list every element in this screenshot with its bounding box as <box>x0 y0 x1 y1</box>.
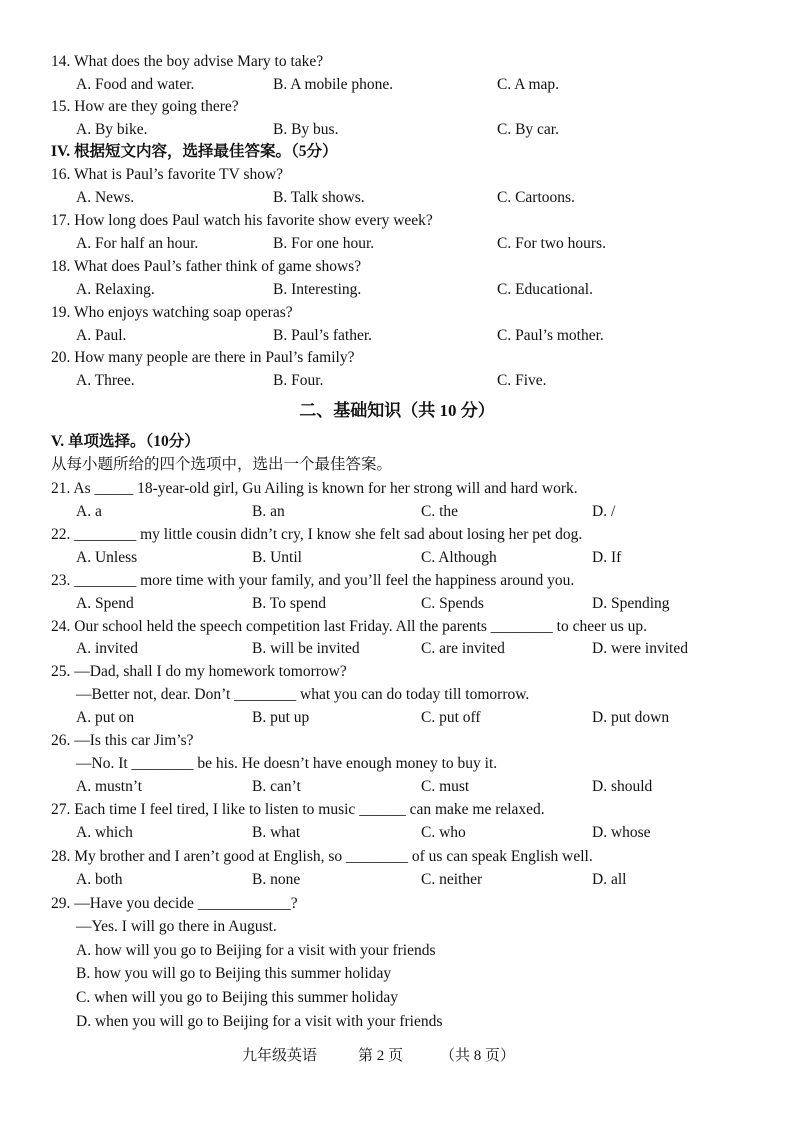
question-line2: —No. It ________ be his. He doesn’t have enough money to buy it. <box>76 755 498 772</box>
option-d: D. Spending <box>592 595 670 612</box>
option-d: D. put down <box>592 709 670 726</box>
options-18 <box>0 279 794 301</box>
option-b: B. Until <box>252 549 302 566</box>
option-a: A. For half an hour. <box>76 235 199 252</box>
option-a: A. mustn’t <box>76 778 143 795</box>
option-c: C. Although <box>421 549 497 566</box>
question-stem: 17. How long does Paul watch his favorite show every week? <box>51 212 433 229</box>
option-c: C. By car. <box>497 121 559 138</box>
option-c: C. A map. <box>497 76 560 93</box>
question-15 <box>0 96 794 118</box>
option-a: A. Relaxing. <box>76 281 155 298</box>
section-4-heading: IV. 根据短文内容，选择最佳答案。（5分） <box>51 143 338 160</box>
footer-total-pages: （共 8 页） <box>440 1048 516 1064</box>
option-b: B. A mobile phone. <box>273 76 394 93</box>
option-a: A. which <box>76 824 133 841</box>
option-b: B. By bus. <box>273 121 339 138</box>
option-29-d <box>0 1011 794 1033</box>
option-b: B. an <box>252 503 285 520</box>
option-a: A. invited <box>76 640 138 657</box>
question-18 <box>0 256 794 278</box>
option-29-b <box>0 963 794 985</box>
options-23 <box>0 593 794 615</box>
question-26-reply <box>0 753 794 775</box>
option-b: B. Talk shows. <box>273 189 365 206</box>
options-27 <box>0 822 794 844</box>
question-stem: 20. How many people are there in Paul’s family? <box>51 349 355 366</box>
question-stem: 19. Who enjoys watching soap operas? <box>51 304 293 321</box>
option-a: A. both <box>76 871 123 888</box>
options-21 <box>0 501 794 523</box>
question-19 <box>0 302 794 324</box>
question-stem: 14. What does the boy advise Mary to take? <box>51 53 324 70</box>
option-d: D. all <box>592 871 627 888</box>
section-5-instructions: 从每小题所给的四个选项中，选出一个最佳答案。 <box>51 456 393 473</box>
option-29-a <box>0 940 794 962</box>
option-a: A. Unless <box>76 549 138 566</box>
options-14 <box>0 74 794 96</box>
question-14 <box>0 51 794 73</box>
option-b: B. will be invited <box>252 640 360 657</box>
options-19 <box>0 325 794 347</box>
option-c: C. the <box>421 503 459 520</box>
question-stem: 26. —Is this car Jim’s? <box>51 732 194 749</box>
question-29 <box>0 893 794 915</box>
question-27 <box>0 799 794 821</box>
option-d: D. when you will go to Beijing for a visit with your friends <box>76 1013 443 1030</box>
question-26 <box>0 730 794 752</box>
question-22 <box>0 524 794 546</box>
option-c: C. Five. <box>497 372 547 389</box>
options-25 <box>0 707 794 729</box>
option-d: D. whose <box>592 824 651 841</box>
option-c: C. Paul’s mother. <box>497 327 604 344</box>
option-a: A. Spend <box>76 595 134 612</box>
options-20 <box>0 370 794 392</box>
option-b: B. To spend <box>252 595 326 612</box>
question-17 <box>0 210 794 232</box>
option-a: A. Paul. <box>76 327 127 344</box>
option-c: C. when will you go to Beijing this summer holiday <box>76 989 399 1006</box>
section-5-heading: V. 单项选择。（10分） <box>51 433 200 450</box>
options-24 <box>0 638 794 660</box>
question-stem: 18. What does Paul’s father think of game shows? <box>51 258 362 275</box>
option-b: B. what <box>252 824 301 841</box>
question-stem: 24. Our school held the speech competition last Friday. All the parents ________ to cheer us up. <box>51 618 648 635</box>
options-16 <box>0 187 794 209</box>
option-d: D. should <box>592 778 653 795</box>
question-25 <box>0 661 794 683</box>
option-a: A. put on <box>76 709 135 726</box>
option-a: A. Three. <box>76 372 135 389</box>
option-d: D. If <box>592 549 622 566</box>
question-28 <box>0 846 794 868</box>
option-c: C. Educational. <box>497 281 593 298</box>
options-22 <box>0 547 794 569</box>
question-stem: 22. ________ my little cousin didn’t cry, I know she felt sad about losing her pet dog. <box>51 526 583 543</box>
option-b: B. Four. <box>273 372 324 389</box>
options-28 <box>0 869 794 891</box>
question-stem: 15. How are they going there? <box>51 98 239 115</box>
option-b: B. put up <box>252 709 310 726</box>
question-stem: 23. ________ more time with your family, and you’ll feel the happiness around you. <box>51 572 575 589</box>
footer-page-number: 第 2 页 <box>358 1048 404 1064</box>
option-c: C. Spends <box>421 595 484 612</box>
question-stem: 25. —Dad, shall I do my homework tomorrow? <box>51 663 347 680</box>
options-15 <box>0 119 794 141</box>
option-c: C. put off <box>421 709 481 726</box>
question-line2: —Yes. I will go there in August. <box>76 918 277 935</box>
option-d: D. / <box>592 503 616 520</box>
question-23 <box>0 570 794 592</box>
question-20 <box>0 347 794 369</box>
options-17 <box>0 233 794 255</box>
option-c: C. are invited <box>421 640 505 657</box>
page-footer <box>0 1045 794 1067</box>
options-26 <box>0 776 794 798</box>
question-25-reply <box>0 684 794 706</box>
option-c: C. must <box>421 778 470 795</box>
question-stem: 21. As _____ 18-year-old girl, Gu Ailing is known for her strong will and hard work. <box>51 480 578 497</box>
option-a: A. a <box>76 503 102 520</box>
question-21 <box>0 478 794 500</box>
option-c: C. neither <box>421 871 483 888</box>
option-d: D. were invited <box>592 640 688 657</box>
question-line2: —Better not, dear. Don’t ________ what you can do today till tomorrow. <box>76 686 530 703</box>
option-a: A. Food and water. <box>76 76 195 93</box>
option-a: A. News. <box>76 189 135 206</box>
option-b: B. For one hour. <box>273 235 375 252</box>
option-b: B. how you will go to Beijing this summer holiday <box>76 965 392 982</box>
option-c: C. Cartoons. <box>497 189 575 206</box>
option-c: C. For two hours. <box>497 235 606 252</box>
option-a: A. By bike. <box>76 121 148 138</box>
option-a: A. how will you go to Beijing for a visit with your friends <box>76 942 436 959</box>
footer-subject: 九年级英语 <box>242 1048 318 1064</box>
question-stem: 28. My brother and I aren’t good at English, so ________ of us can speak English well. <box>51 848 593 865</box>
option-b: B. Interesting. <box>273 281 362 298</box>
part-2-heading: 二、基础知识（共 10 分） <box>299 401 495 420</box>
question-stem: 16. What is Paul’s favorite TV show? <box>51 166 284 183</box>
question-stem: 27. Each time I feel tired, I like to listen to music ______ can make me relaxed. <box>51 801 545 818</box>
option-b: B. Paul’s father. <box>273 327 373 344</box>
question-stem: 29. —Have you decide ____________? <box>51 895 298 912</box>
question-24 <box>0 616 794 638</box>
question-29-reply <box>0 916 794 938</box>
option-b: B. none <box>252 871 301 888</box>
question-16 <box>0 164 794 186</box>
option-b: B. can’t <box>252 778 301 795</box>
option-c: C. who <box>421 824 466 841</box>
option-29-c <box>0 987 794 1009</box>
